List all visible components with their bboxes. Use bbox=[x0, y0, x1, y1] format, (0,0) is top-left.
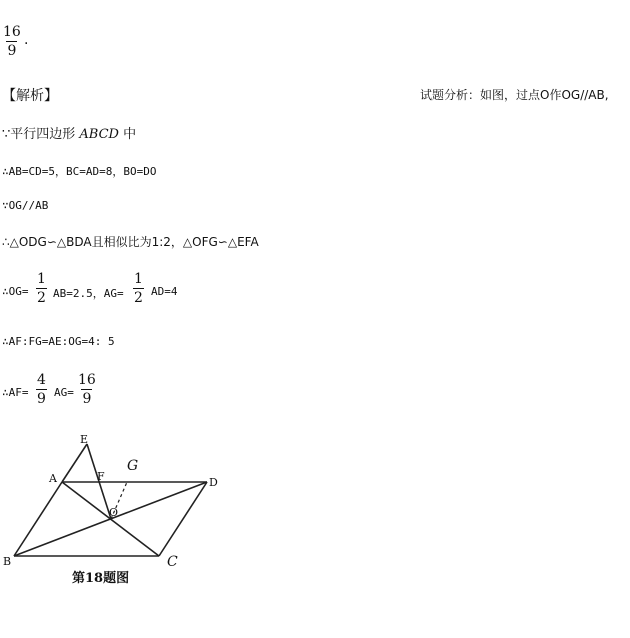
segment-dc bbox=[159, 482, 207, 556]
label-f: F bbox=[97, 470, 105, 483]
label-g: G bbox=[127, 458, 139, 474]
label-o: O bbox=[109, 506, 119, 519]
fraction-numerator: 16 bbox=[78, 372, 96, 388]
label-a: A bbox=[49, 472, 57, 485]
fraction-denominator: 2 bbox=[37, 290, 46, 306]
step-1 bbox=[2, 123, 136, 142]
step-5-fraction-2 bbox=[133, 272, 144, 305]
parallelogram-figure bbox=[0, 432, 230, 592]
analysis-tag: 【解析】 bbox=[2, 88, 58, 104]
step-1-prefix: ∵平行四边形 bbox=[2, 127, 76, 142]
step-3: ∵OG//AB bbox=[2, 199, 49, 212]
segment-ab bbox=[14, 482, 62, 556]
label-d: D bbox=[209, 476, 218, 489]
answer-denominator: 9 bbox=[7, 43, 17, 59]
label-e: E bbox=[80, 433, 89, 446]
answer-fraction bbox=[2, 25, 22, 58]
step-2: ∴AB=CD=5，BC=AD=8，BO=DO bbox=[2, 165, 157, 178]
fraction-numerator: 1 bbox=[37, 271, 46, 287]
step-5-tail: AD=4 bbox=[151, 285, 178, 298]
step-7-middle: AG= bbox=[54, 386, 74, 399]
label-c: C bbox=[167, 554, 178, 570]
step-5-middle: AB=2.5，AG= bbox=[53, 287, 124, 300]
segment-ae bbox=[62, 444, 87, 482]
fraction-denominator: 9 bbox=[37, 391, 46, 407]
step-7-fraction-1 bbox=[36, 373, 47, 406]
step-1-suffix: 中 bbox=[123, 127, 137, 142]
answer-numerator: 16 bbox=[3, 24, 21, 40]
fraction-denominator: 2 bbox=[134, 290, 143, 306]
label-b: B bbox=[3, 555, 12, 568]
fraction-denominator: 9 bbox=[82, 391, 92, 407]
analysis-intro: 试题分析：如图，过点O作OG//AB, bbox=[420, 88, 609, 102]
step-7-prefix: ∴AF= bbox=[2, 386, 29, 399]
step-1-variable: ABCD bbox=[79, 127, 119, 142]
step-5-fraction-1 bbox=[36, 272, 47, 305]
step-5-prefix: ∴OG= bbox=[2, 285, 29, 298]
step-7-fraction-2 bbox=[77, 373, 97, 406]
answer-period: . bbox=[24, 32, 29, 48]
fraction-numerator: 4 bbox=[37, 372, 46, 388]
step-4: ∴△ODG∽△BDA且相似比为1:2，△OFG∽△EFA bbox=[2, 235, 259, 249]
step-6: ∴AF:FG=AE:OG=4: 5 bbox=[2, 335, 115, 348]
fraction-numerator: 1 bbox=[134, 271, 143, 287]
figure-caption: 第18题图 bbox=[72, 571, 130, 586]
